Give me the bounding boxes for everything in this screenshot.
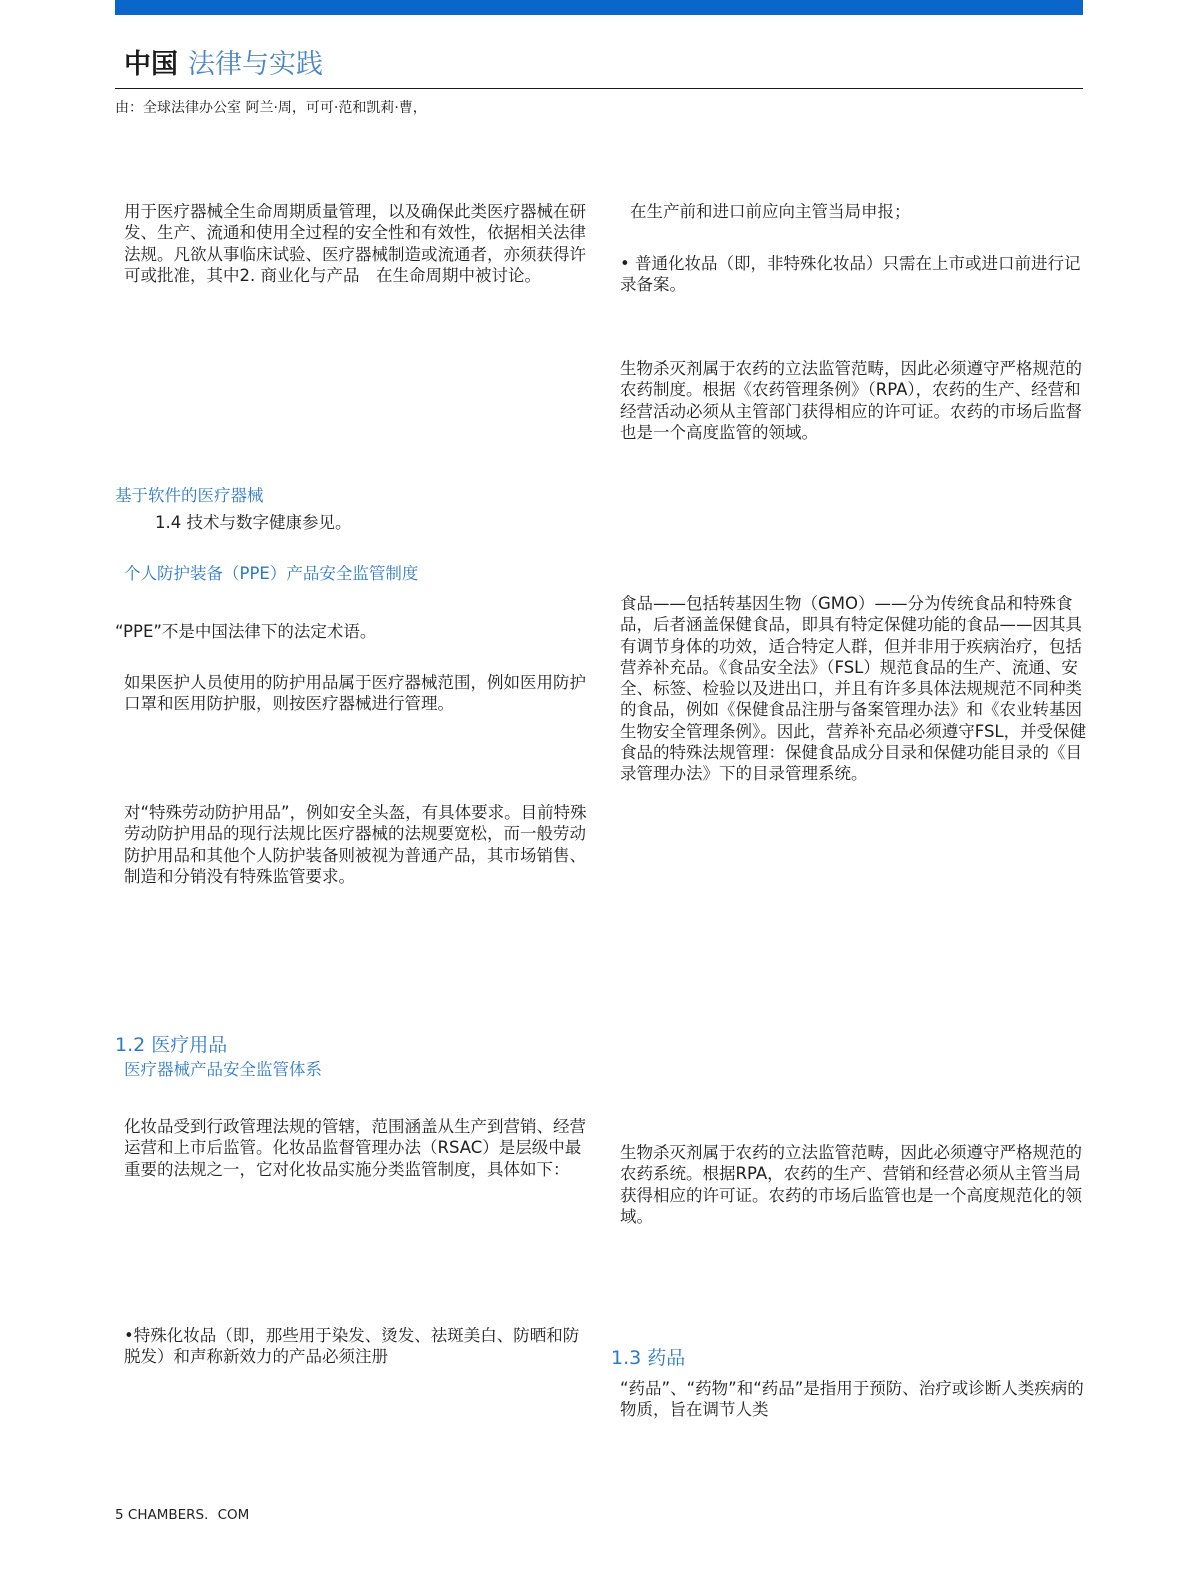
footer-site: CHAMBERS．COM xyxy=(127,1507,250,1523)
paragraph-biocides-2: 生物杀灭剂属于农药的立法监管范畴，因此必须遵守严格规范的农药系统。根据RPA，农药的生产、营销和经营必须从主管当局获得相应的许可证。农药的市场后监管也是一个高度规范化的领域。 xyxy=(620,1143,1082,1226)
heading-software-devices: 基于软件的医疗器械 xyxy=(115,486,264,505)
paragraph-ppe-term: “PPE”不是中国法律下的法定术语。 xyxy=(115,622,377,641)
paragraph-special-cosmetics: •特殊化妆品（即，那些用于染发、烫发、祛斑美白、防晒和防脱发）和声称新效力的产品必须注册 xyxy=(124,1326,580,1367)
paragraph-ppe-medical: 如果医护人员使用的防护用品属于医疗器械范围，例如医用防护口罩和医用防护服，则按医疗器械进行管理。 xyxy=(124,673,586,714)
page-header xyxy=(124,42,323,81)
paragraph-cosmetics: 化妆品受到行政管理法规的管辖，范围涵盖从生产到营销、经营运营和上市后监管。化妆品监督管理办法（RSAC）是层级中最重要的法规之一，它对化妆品实施分类监管制度，具体如下： xyxy=(124,1117,586,1179)
top-accent-bar xyxy=(115,0,1083,15)
byline: 由：全球法律办公室 阿兰·周，可可·范和凯莉·曹， xyxy=(115,100,427,116)
paragraph-drugs: “药品”、“药物”和“药品”是指用于预防、治疗或诊断人类疾病的物质，旨在调节人类 xyxy=(620,1379,1084,1420)
header-subtitle: 法律与实践 xyxy=(188,49,323,80)
header-divider xyxy=(115,88,1083,89)
heading-device-safety-system: 医疗器械产品安全监管体系 xyxy=(124,1060,322,1079)
paragraph-medical-devices: 用于医疗器械全生命周期质量管理，以及确保此类医疗器械在研发、生产、流通和使用全过程的安全性和有效性，依据相关法律法规。凡欲从事临床试验、医疗器械制造或流通者，亦须获得许可或批准，其中2. 商业化与产品 在生命周期中被讨论。 xyxy=(124,202,586,285)
paragraph-software-devices: 1.4 技术与数字健康参见。 xyxy=(155,513,352,532)
heading-section-1-3: 1.3 药品 xyxy=(611,1347,686,1369)
page-number: 5 xyxy=(115,1507,124,1523)
paragraph-food: 食品——包括转基因生物（GMO）——分为传统食品和特殊食品，后者涵盖保健食品，即具有特定保健功能的食品——因其具有调节身体的功效，适合特定人群，但并非用于疾病治疗，包括营养补充品。《食品安全法》（FSL）规范食品的生产、流通、安全、标签、检验以及进出口，并且有许多具体法规规范不同种类的食品，例如《保健食品注册与备案管理办法》和《农业转基因生物安全管理条例》。因此，营养补充品必须遵守FSL，并受保健食品的特殊法规管理：保健食品成分目录和保健功能目录的《目录管理办法》下的目录管理系统。 xyxy=(620,594,1087,784)
heading-section-1-2: 1.2 医疗用品 xyxy=(115,1034,228,1056)
paragraph-general-cosmetics: • 普通化妆品（即，非特殊化妆品）只需在上市或进口前进行记录备案。 xyxy=(620,254,1081,295)
header-country: 中国 xyxy=(124,49,178,80)
page-footer xyxy=(115,1503,249,1523)
paragraph-declare: 在生产前和进口前应向主管当局申报； xyxy=(630,202,911,221)
heading-ppe-regime: 个人防护装备（PPE）产品安全监管制度 xyxy=(124,564,419,583)
paragraph-special-ppe: 对“特殊劳动防护用品”，例如安全头盔，有具体要求。目前特殊劳动防护用品的现行法规比医疗器械的法规要宽松，而一般劳动防护用品和其他个人防护装备则被视为普通产品，其市场销售、制造和分销没有特殊监管要求。 xyxy=(124,803,587,886)
paragraph-biocides-1: 生物杀灭剂属于农药的立法监管范畴，因此必须遵守严格规范的农药制度。根据《农药管理条例》（RPA），农药的生产、经营和经营活动必须从主管部门获得相应的许可证。农药的市场后监督也是一个高度监管的领域。 xyxy=(620,359,1082,442)
